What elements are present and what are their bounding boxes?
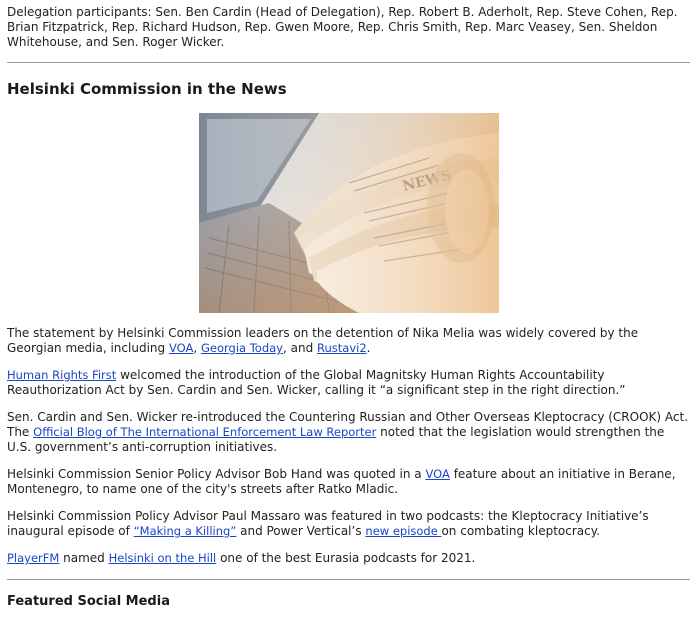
news-item-text: on combating kleptocracy. — [441, 524, 600, 538]
news-item-text: Helsinki Commission Senior Policy Advisor Bob Hand was quoted in a — [7, 467, 426, 481]
news-item-text: one of the best Eurasia podcasts for 2021. — [216, 551, 476, 565]
news-item-text: welcomed the introduction of the Global Magnitsky Human Rights Accountability Reauthorization Act by Sen. Cardin and Sen. Wicker, calling it “a significant step in the right direction.” — [7, 368, 626, 397]
link-new-episode[interactable]: new episode — [365, 524, 442, 538]
news-item-text: named — [59, 551, 109, 565]
link-voa-feature[interactable]: VOA — [425, 467, 450, 481]
link-playerfm[interactable]: PlayerFM — [7, 551, 60, 565]
featured-social-media-heading: Featured Social Media — [7, 594, 170, 609]
news-item-playerfm — [7, 551, 689, 566]
link-helsinki-on-the-hill[interactable]: Helsinki on the Hill — [108, 551, 217, 565]
news-item-text: Helsinki Commission Policy Advisor Paul Massaro was featured in two podcasts: the Kleptocracy Initiative’s inaugural episode of — [7, 509, 649, 538]
newspapers-laptop-illustration — [199, 113, 499, 313]
link-georgia-today[interactable]: Georgia Today — [200, 341, 283, 355]
news-item-global-magnitsky — [7, 368, 689, 398]
link-ielr-blog[interactable]: Official Blog of The International Enforcement Law Reporter — [33, 425, 377, 439]
news-item-melia — [7, 326, 689, 356]
link-voa[interactable]: VOA — [168, 341, 194, 355]
sentence-end: . — [366, 341, 371, 355]
section-divider — [7, 579, 690, 580]
news-item-text: noted that the legislation would strengthen the U.S. government’s anti-corruption initiatives. — [7, 425, 665, 454]
news-item-text: and Power Vertical’s — [236, 524, 366, 538]
news-item-paul-massaro — [7, 509, 689, 539]
link-human-rights-first[interactable]: Human Rights First — [7, 368, 117, 382]
link-rustavi2[interactable]: Rustavi2 — [317, 341, 367, 355]
newspapers-laptop-image — [199, 113, 499, 313]
news-section-heading: Helsinki Commission in the News — [7, 80, 287, 98]
newsletter-body — [0, 5, 696, 609]
delegation-participants-text: Delegation participants: Sen. Ben Cardin (Head of Delegation), Rep. Robert B. Aderholt, Rep. Steve Cohen, Rep. Brian Fitzpatrick, Rep. Richard Hudson, Rep. Gwen Moore, Rep. Chris Smith, Rep. Marc Veasey, Sen. Sheldon Whitehouse, and Sen. Roger Wicker. — [7, 5, 678, 49]
section-divider — [7, 62, 690, 63]
news-item-crook-act — [7, 410, 689, 455]
news-item-bob-hand — [7, 467, 689, 497]
separator-text: , and — [283, 341, 318, 355]
news-item-text: feature about an initiative in Berane, Montenegro, to name one of the city's streets after Ratko Mladic. — [7, 467, 676, 496]
link-making-a-killing[interactable]: “Making a Killing” — [133, 524, 237, 538]
news-item-text: The statement by Helsinki Commission leaders on the detention of Nika Melia was widely covered by the Georgian media, including — [7, 326, 639, 355]
news-item-text: Sen. Cardin and Sen. Wicker re-introduced the Countering Russian and Other Overseas Kleptocracy (CROOK) Act. The — [7, 410, 689, 439]
separator-text: , — [193, 341, 201, 355]
